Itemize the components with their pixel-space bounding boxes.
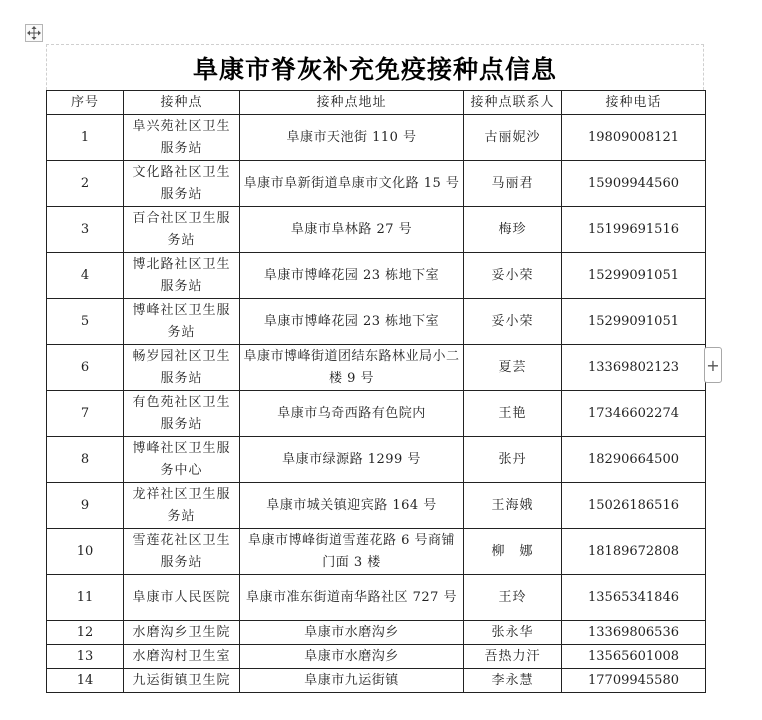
cell-contact: 李永慧	[464, 669, 562, 693]
cell-address: 阜康市九运街镇	[240, 669, 464, 693]
table-row	[47, 645, 706, 669]
table-row	[47, 437, 706, 483]
header-phone: 接种电话	[562, 91, 706, 115]
cell-site: 九运街镇卫生院	[124, 669, 240, 693]
cell-no: 12	[47, 621, 124, 645]
table-row	[47, 575, 706, 621]
table-row	[47, 299, 706, 345]
cell-address: 阜康市阜新街道阜康市文化路 15 号	[240, 161, 464, 207]
cell-no: 9	[47, 483, 124, 529]
table-row	[47, 161, 706, 207]
cell-address: 阜康市乌奇西路有色院内	[240, 391, 464, 437]
vaccination-sites-table	[46, 90, 706, 693]
cell-address: 阜康市城关镇迎宾路 164 号	[240, 483, 464, 529]
cell-site: 博峰社区卫生服务站	[124, 299, 240, 345]
cell-phone: 15299091051	[562, 253, 706, 299]
add-row-button[interactable]	[704, 347, 722, 383]
page-title: 阜康市脊灰补充免疫接种点信息	[192, 54, 557, 84]
cell-address: 阜康市博峰花园 23 栋地下室	[240, 253, 464, 299]
cell-contact: 梅珍	[464, 207, 562, 253]
cell-site: 龙祥社区卫生服务站	[124, 483, 240, 529]
cell-phone: 19809008121	[562, 115, 706, 161]
cell-contact: 夏芸	[464, 345, 562, 391]
cell-no: 4	[47, 253, 124, 299]
cell-site: 文化路社区卫生服务站	[124, 161, 240, 207]
cell-phone: 13369802123	[562, 345, 706, 391]
header-no: 序号	[47, 91, 124, 115]
cell-address: 阜康市绿源路 1299 号	[240, 437, 464, 483]
cell-phone: 13369806536	[562, 621, 706, 645]
cell-contact: 张丹	[464, 437, 562, 483]
title-box	[46, 44, 704, 90]
cell-no: 1	[47, 115, 124, 161]
cell-site: 阜康市人民医院	[124, 575, 240, 621]
cell-contact: 马丽君	[464, 161, 562, 207]
cell-address: 阜康市水磨沟乡	[240, 645, 464, 669]
cell-contact: 王海娥	[464, 483, 562, 529]
header-contact: 接种点联系人	[464, 91, 562, 115]
cell-phone: 13565341846	[562, 575, 706, 621]
cell-contact: 妥小荣	[464, 253, 562, 299]
cell-no: 3	[47, 207, 124, 253]
cell-contact: 妥小荣	[464, 299, 562, 345]
table-row	[47, 345, 706, 391]
cell-phone: 18189672808	[562, 529, 706, 575]
cell-no: 14	[47, 669, 124, 693]
table-row	[47, 483, 706, 529]
table-row	[47, 253, 706, 299]
cell-site: 有色苑社区卫生服务站	[124, 391, 240, 437]
cell-phone: 15299091051	[562, 299, 706, 345]
cell-address: 阜康市水磨沟乡	[240, 621, 464, 645]
cell-no: 11	[47, 575, 124, 621]
cell-address: 阜康市阜林路 27 号	[240, 207, 464, 253]
cell-no: 10	[47, 529, 124, 575]
cell-no: 13	[47, 645, 124, 669]
cell-address: 阜康市天池街 110 号	[240, 115, 464, 161]
cell-site: 阜兴苑社区卫生服务站	[124, 115, 240, 161]
cell-site: 博北路社区卫生服务站	[124, 253, 240, 299]
table-row	[47, 669, 706, 693]
header-site: 接种点	[124, 91, 240, 115]
cell-site: 水磨沟乡卫生院	[124, 621, 240, 645]
header-address: 接种点地址	[240, 91, 464, 115]
table-row	[47, 621, 706, 645]
cell-phone: 17709945580	[562, 669, 706, 693]
cell-site: 雪莲花社区卫生服务站	[124, 529, 240, 575]
cell-contact: 张永华	[464, 621, 562, 645]
cell-no: 8	[47, 437, 124, 483]
move-arrows-icon	[27, 26, 41, 40]
cell-site: 博峰社区卫生服务中心	[124, 437, 240, 483]
cell-no: 2	[47, 161, 124, 207]
table-header-row	[47, 91, 706, 115]
cell-address: 阜康市博峰街道雪莲花路 6 号商铺门面 3 楼	[240, 529, 464, 575]
cell-address: 阜康市博峰街道团结东路林业局小二楼 9 号	[240, 345, 464, 391]
cell-no: 6	[47, 345, 124, 391]
cell-phone: 18290664500	[562, 437, 706, 483]
cell-address: 阜康市准东街道南华路社区 727 号	[240, 575, 464, 621]
cell-phone: 15909944560	[562, 161, 706, 207]
table-move-handle[interactable]	[25, 24, 43, 42]
table-row	[47, 115, 706, 161]
cell-address: 阜康市博峰花园 23 栋地下室	[240, 299, 464, 345]
cell-site: 水磨沟村卫生室	[124, 645, 240, 669]
table-row	[47, 529, 706, 575]
cell-phone: 15026186516	[562, 483, 706, 529]
cell-contact: 王玲	[464, 575, 562, 621]
cell-phone: 13565601008	[562, 645, 706, 669]
cell-site: 百合社区卫生服务站	[124, 207, 240, 253]
table-row	[47, 207, 706, 253]
cell-contact: 古丽妮沙	[464, 115, 562, 161]
cell-contact: 王艳	[464, 391, 562, 437]
cell-contact: 吾热力汗	[464, 645, 562, 669]
cell-site: 畅岁园社区卫生服务站	[124, 345, 240, 391]
cell-no: 5	[47, 299, 124, 345]
table-row	[47, 391, 706, 437]
cell-phone: 17346602274	[562, 391, 706, 437]
cell-no: 7	[47, 391, 124, 437]
cell-contact: 柳 娜	[464, 529, 562, 575]
plus-icon: +	[706, 355, 720, 375]
cell-phone: 15199691516	[562, 207, 706, 253]
